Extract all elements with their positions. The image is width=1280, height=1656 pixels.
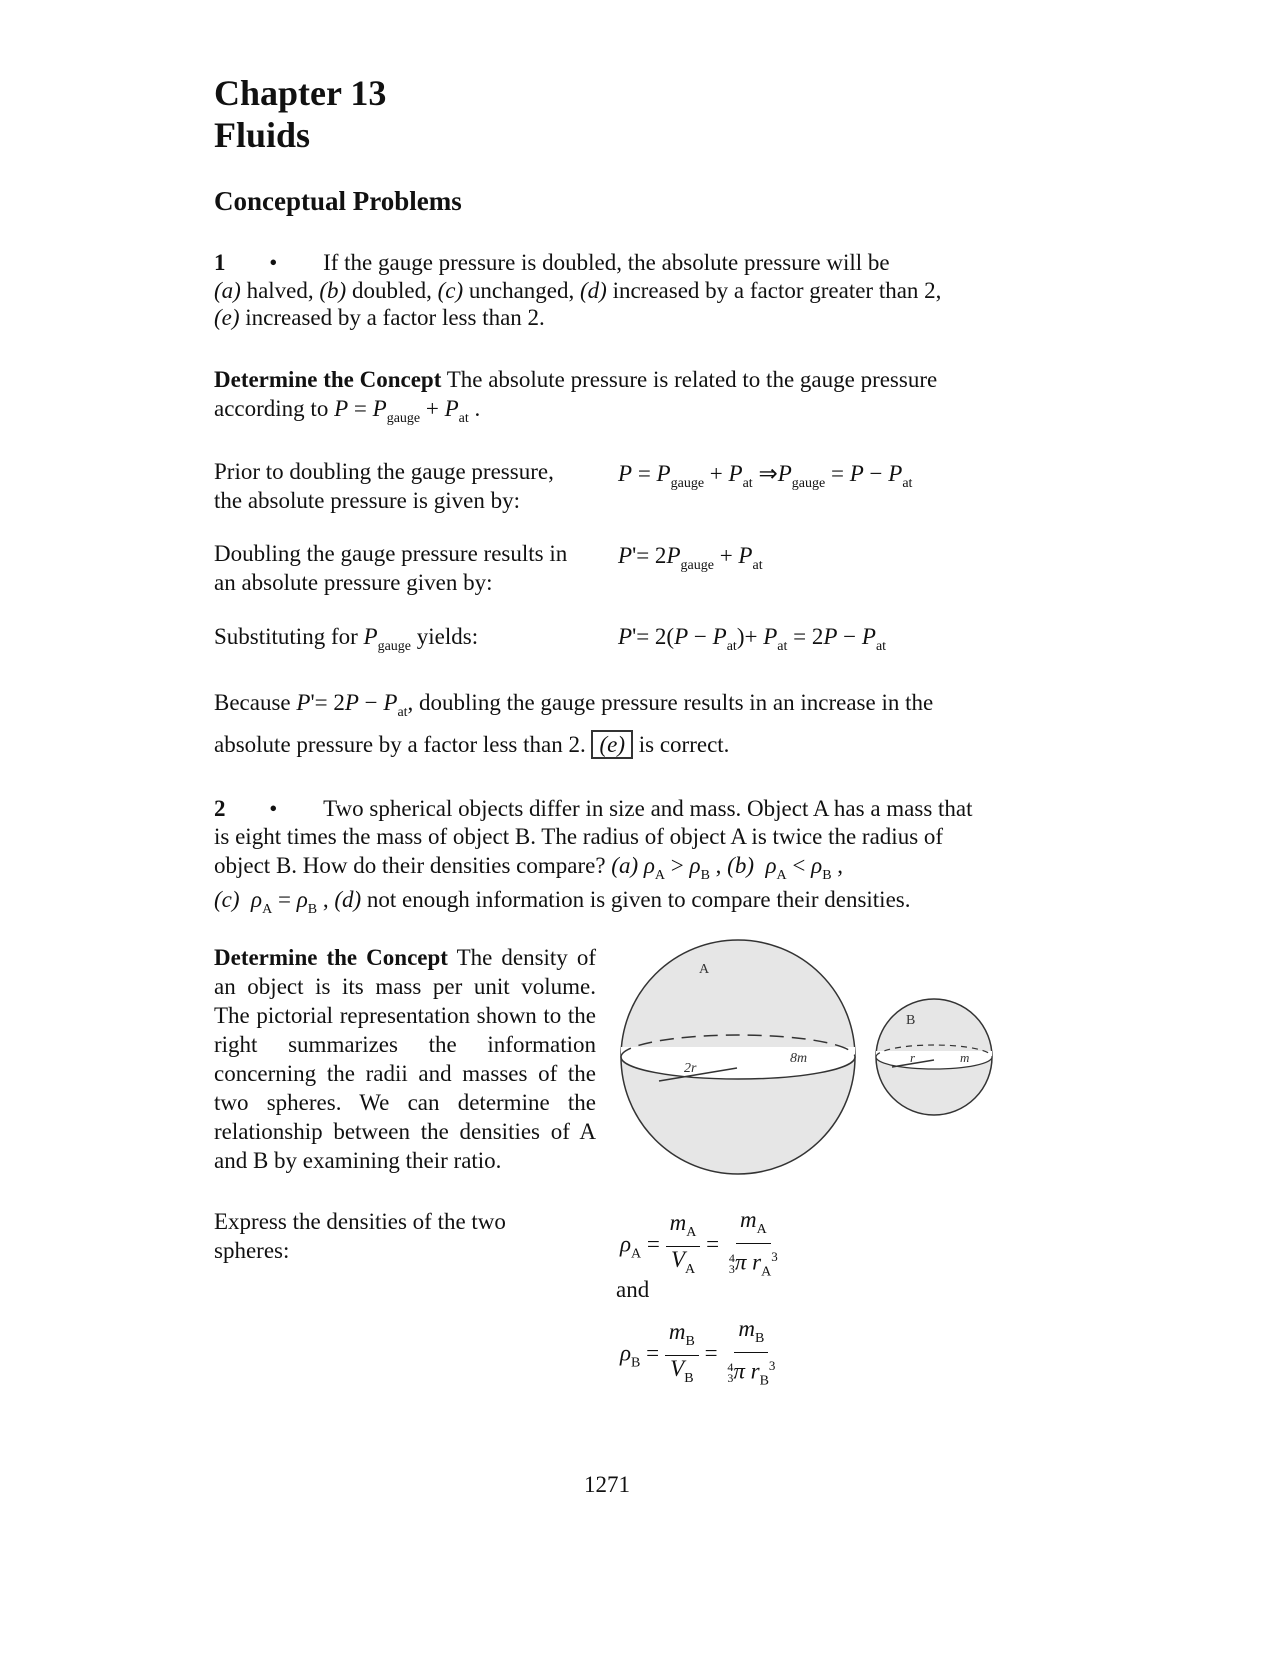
conclusion-line-1: Because $P'= 2P - P_{at}$, doubling the gauge pressure results in an increase in the [214,690,934,720]
concept-paragraph-2: Determine the Concept The density of an object is its mass per unit volume. The pictorial representation shown to the right summarizes the information concerning the radii and masses of the two spheres. We can determine the relationship between the densities of A and B by examining their ratio. [214,945,596,1173]
chapter-title: Fluids [214,115,311,155]
problem-number: 2 [214,796,226,821]
problem-2-statement: 2 • Two spherical objects differ in size and mass. Object A has a mass that [214,796,973,821]
concept-heading: Determine the Concept [214,945,448,970]
step-1-equation: $P = P_{gauge} + P_{at}$ $\Rightarrow P_{gauge} = P - P_{at}$ [618,461,913,491]
concept-paragraph-1: Determine the Concept The absolute pressure is related to the gauge pressure [214,367,938,392]
step-3-label: Substituting for $P_{gauge}$ yields: [214,624,479,654]
answer-box: (e) [591,730,633,759]
and-label: and [616,1277,650,1302]
step-3-equation: $P'= 2(P - P_{at})+ P_{at} = 2P - P_{at}$ [618,624,887,654]
sphere-a-label: A [699,962,710,977]
problem-2-line4: (c) $\rho_A = \rho_B$ , (d) not enough information is given to compare their densities. [214,887,911,917]
density-b-equation: $\rho_B$ = $\frac{m_B}{V_B}$ = $m_B$ 4 3 π $r_B^3$ [620,1316,776,1389]
difficulty-bullet: • [269,796,278,821]
spheres-figure [612,935,1012,1185]
concept-heading: Determine the Concept [214,367,442,392]
page-number: 1271 [584,1472,630,1497]
section-title: Conceptual Problems [214,186,462,216]
density-a-equation: $\rho_A$ = $\frac{m_A}{V_A}$ = $m_A$ 4 3 π $r_A^3$ [620,1207,778,1280]
express-densities-label: Express the densities of the two spheres: [214,1209,506,1263]
svg-text:2r: 2r [684,1061,697,1076]
problem-1-option-e: (e) increased by a factor less than 2. [214,305,545,330]
sphere-b-label: B [906,1013,916,1028]
svg-text:m: m [960,1050,970,1065]
difficulty-bullet: • [269,250,278,275]
concept-equation-line: according to $P = P_{gauge} + P_{at}$ . [214,396,481,426]
conclusion-line-2: absolute pressure by a factor less than 2. (e) is correct. [214,732,730,757]
step-1-label: Prior to doubling the gauge pressure, the absolute pressure is given by: [214,459,554,513]
svg-text:8m: 8m [790,1051,808,1066]
problem-1-options: (a) halved, (b) doubled, (c) unchanged, (d) increased by a factor greater than 2, [214,278,942,303]
step-2-label: Doubling the gauge pressure results in an absolute pressure given by: [214,541,568,595]
chapter-number: Chapter 13 [214,73,387,113]
svg-text:r: r [910,1050,916,1065]
step-2-equation: $P'= 2P_{gauge} + P_{at}$ [618,543,763,573]
problem-2-line2: is eight times the mass of object B. The radius of object A is twice the radius of [214,824,944,849]
problem-2-line3: object B. How do their densities compare? (a) $\rho_A > \rho_B$ , (b) $\rho_A < \rho_B$ , [214,853,844,883]
problem-1-statement: 1 • If the gauge pressure is doubled, the absolute pressure will be [214,250,890,275]
problem-number: 1 [214,250,226,275]
